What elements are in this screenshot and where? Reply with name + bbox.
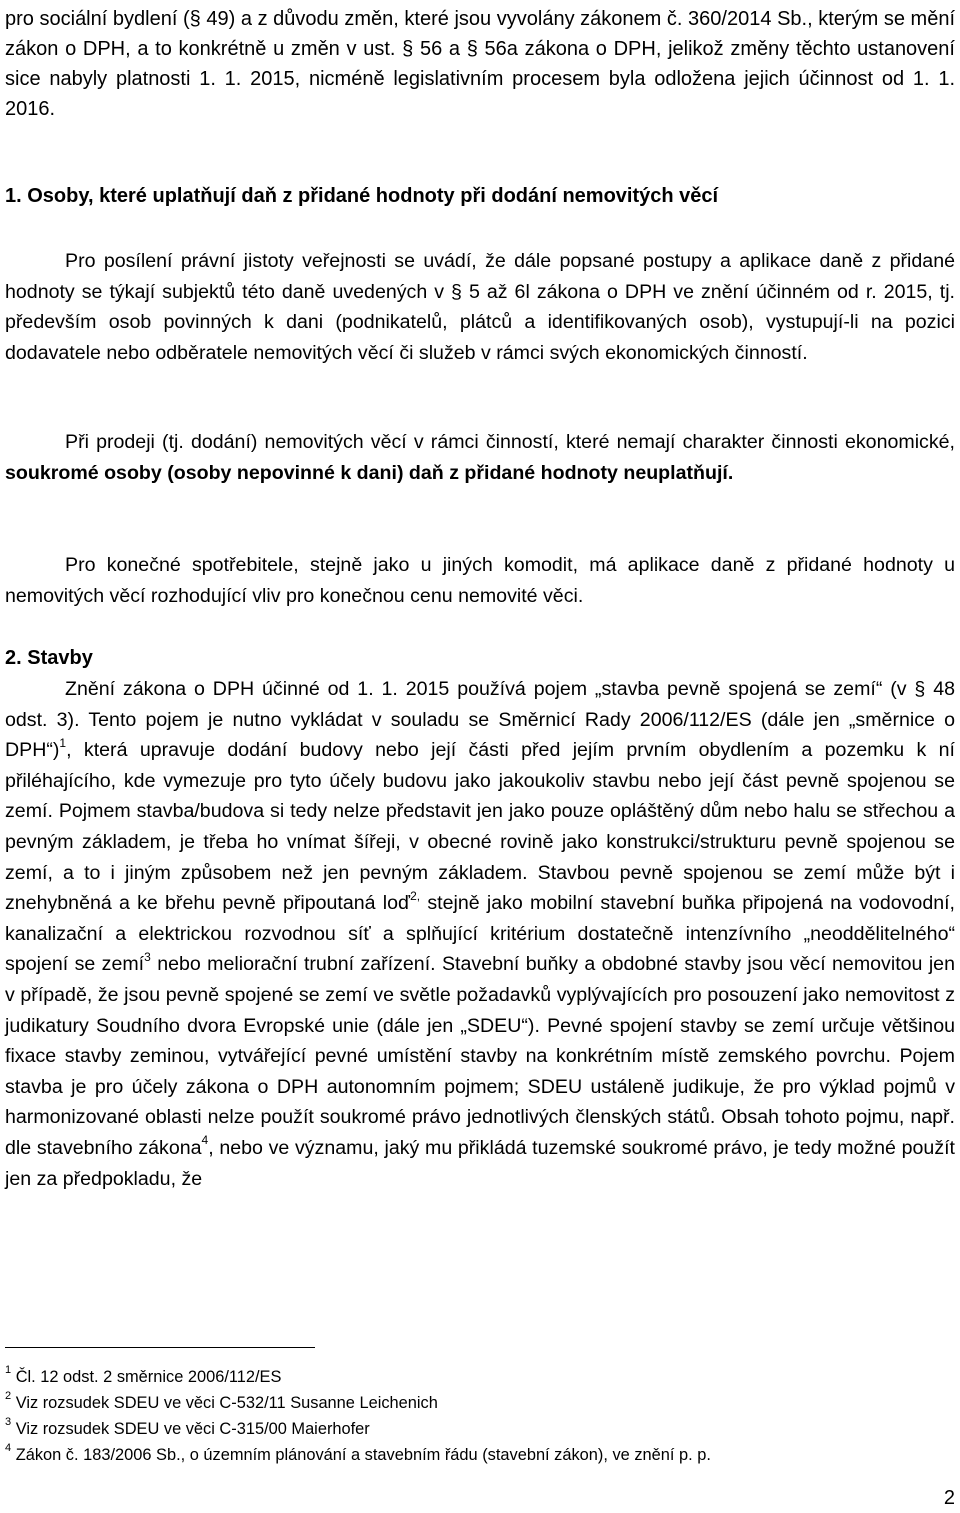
section-2-text-5: , nebo ve významu, jaký mu přikládá tuzemské soukromé právo, je tedy možné použít jen za předpokladu, že — [5, 1136, 955, 1190]
footnote-number: 2 — [5, 1389, 12, 1402]
footnote-separator — [5, 1347, 315, 1348]
footnote-2 — [5, 1390, 955, 1416]
section-2-paragraph — [5, 674, 955, 1194]
footnote-text: Čl. 12 odst. 2 směrnice 2006/112/ES — [15, 1368, 282, 1386]
footnote-1 — [5, 1364, 955, 1390]
section-2-text-1: Znění zákona o DPH účinné od 1. 1. 2015 používá pojem „stavba pevně spojená se zemí“ (v § 48 odst. 3). Tento pojem je nutno vykládat v souladu se Směrnicí Rady 2006/112/ES (dále jen „směrnice o DPH“) — [5, 678, 955, 762]
footnote-number: 4 — [5, 1441, 12, 1454]
section-2-heading: 2. Stavby — [5, 647, 93, 669]
intro-paragraph: pro sociální bydlení (§ 49) a z důvodu změn, které jsou vyvolány zákonem č. 360/2014 Sb., kterým se mění zákon o DPH, a to konkrétně u změn v ust. § 56 a § 56a zákona o DPH, jelikož změny těchto ustanovení sice nabyly platnosti 1. 1. 2015, nicméně legislativním procesem byla odložena jejich účinnost od 1. 1. 2016. — [5, 8, 955, 120]
paragraph-2-normal-text: Při prodeji (tj. dodání) nemovitých věcí v rámci činností, které nemají charakter činnosti ekonomické, — [65, 431, 955, 453]
footnote-number: 3 — [5, 1415, 12, 1428]
footnote-3 — [5, 1416, 955, 1442]
footnote-ref-1[interactable]: 1 — [59, 735, 67, 750]
footnote-4 — [5, 1442, 955, 1468]
section-1-paragraph-3: Pro konečné spotřebitele, stejně jako u jiných komodit, má aplikace daně z přidané hodnoty u nemovitých věcí rozhodující vliv pro konečnou cenu nemovité věci. — [5, 554, 955, 607]
footnotes — [5, 1364, 955, 1468]
section-1-paragraph-1: Pro posílení právní jistoty veřejnosti se uvádí, že dále popsané postupy a aplikace daně z přidané hodnoty se týkají subjektů této daně uvedených v § 5 až 6l zákona o DPH ve znění účinném od r. 2015, tj. především osob povinných k dani (podnikatelů, plátců a identifikovaných osob), vystupují-li na pozici dodavatele nebo odběratele nemovitých věcí či služeb v rámci svých ekonomických činností. — [5, 250, 955, 364]
footnote-ref-2[interactable]: 2, — [410, 888, 421, 903]
footnote-text: Zákon č. 183/2006 Sb., o územním plánování a stavebním řádu (stavební zákon), ve znění p. p. — [15, 1446, 711, 1464]
section-2-text-4: nebo meliorační trubní zařízení. Stavební buňky a obdobné stavby jsou věcí nemovitou jen v případě, že jsou pevně spojené se zemí ve světle požadavků vyplývajících pro posouzení jako nemovitost z judikatury Soudního dvora Evropské unie (dále jen „SDEU“). Pevné spojení stavby se zemí určuje většinou fixace stavby zeminou, vytvářející pevné umístění stavby na konkrétním místě zemského povrchu. Pojem stavba je pro účely zákona o DPH autonomním pojmem; SDEU ustáleně judikuje, že pro výklad pojmů v harmonizované oblasti nelze použít soukromé právo jednotlivých členských států. Obsah tohoto pojmu, např. dle stavebního zákona — [5, 953, 955, 1159]
section-2-text-3: stejně jako mobilní stavební buňka připojená na vodovodní, kanalizační a elektrickou rozvodnou síť a splňující kritérium dostatečně intenzívního „neoddělitelného“ spojení se zemí — [5, 892, 956, 976]
footnote-text: Viz rozsudek SDEU ve věci C-315/00 Maierhofer — [15, 1420, 370, 1438]
footnote-ref-4[interactable]: 4 — [201, 1133, 209, 1148]
footnote-number: 1 — [5, 1363, 12, 1376]
footnote-ref-3[interactable]: 3 — [144, 949, 151, 964]
section-1-heading: 1. Osoby, které uplatňují daň z přidané hodnoty při dodání nemovitých věcí — [5, 185, 719, 207]
section-1-paragraph-2 — [5, 427, 955, 488]
footnote-text: Viz rozsudek SDEU ve věci C-532/11 Susanne Leichenich — [15, 1394, 438, 1412]
page-number: 2 — [943, 1487, 955, 1509]
section-2-text-2: , která upravuje dodání budovy nebo její části před jejím prvním obydlením a pozemku k ní přiléhajícího, kde vymezuje pro tyto účely budovu jako jakoukoliv stavbu nebo její část pevně spojenou se zemí. Pojmem stavba/budova si tedy nelze představit jen jako pouze opláštěný dům nebo halu se střechou a pevným základem, je třeba ho vnímat šířeji, v obecné rovině jako konstrukci/strukturu pevně spojenou se zemí, a to i jiným způsobem než jen pevným základem. Stavbou pevně spojenou se zemí může být i znehybněná a ke břehu pevně připoutaná loď — [5, 739, 955, 915]
paragraph-2-bold-text: soukromé osoby (osoby nepovinné k dani) daň z přidané hodnoty neuplatňují. — [5, 461, 734, 484]
